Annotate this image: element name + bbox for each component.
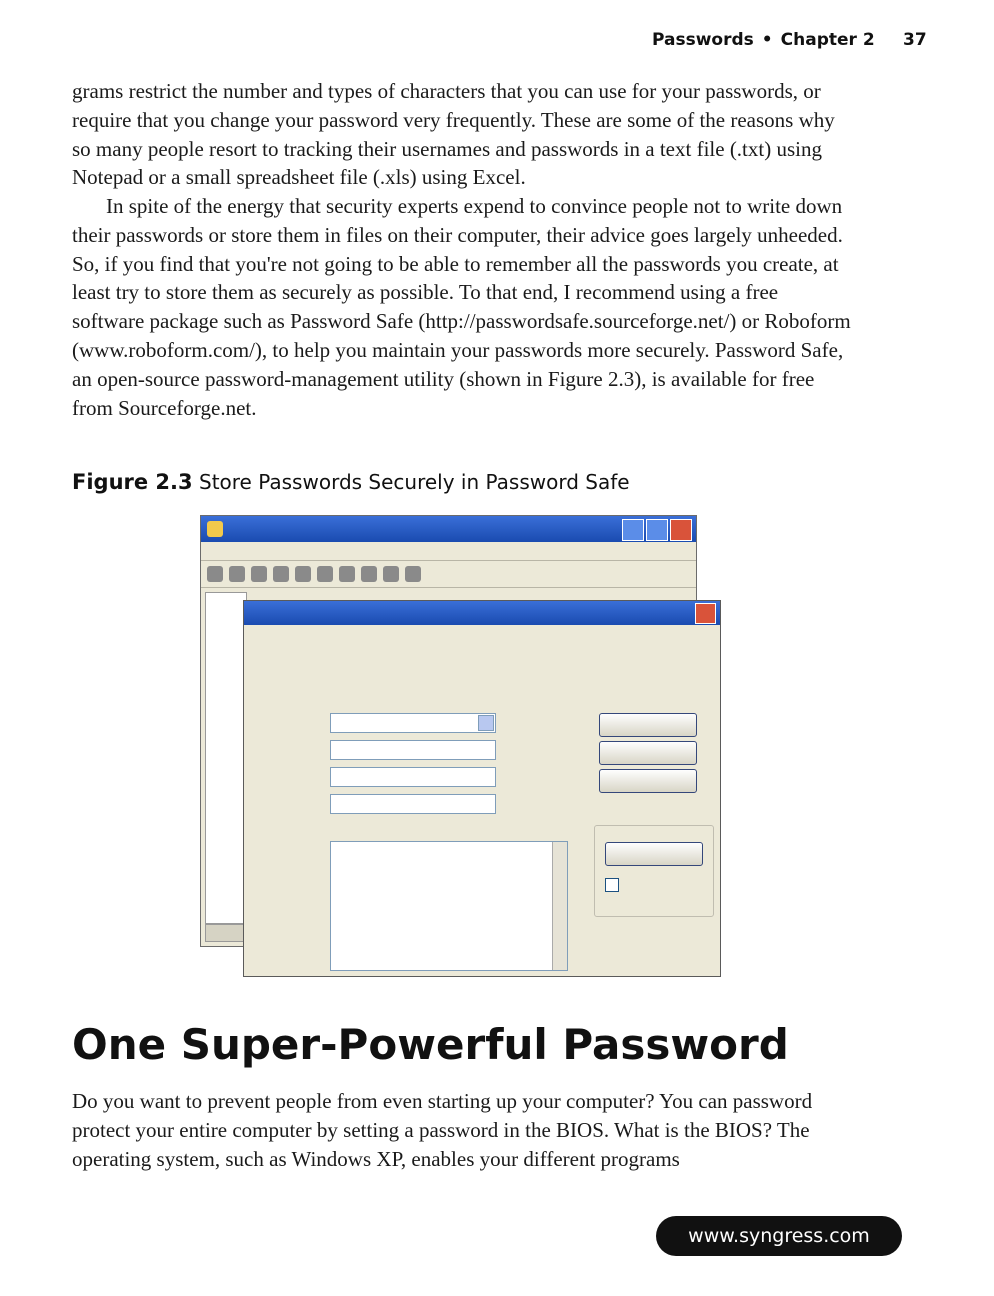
add-entry-dialog xyxy=(243,600,721,977)
figure-caption-text: Store Passwords Securely in Password Safe xyxy=(199,470,630,494)
group-combo xyxy=(330,713,496,733)
body-paragraph-1 xyxy=(72,77,852,192)
generate-button xyxy=(605,842,703,866)
username-field xyxy=(330,767,496,787)
paragraph-text: grams restrict the number and types of characters that you can use for your passwords, or require that you change your password very frequently. These are some of the reasons why so many people resort to tracking their usernames and passwords in a text file (.txt) using Notepad or a small spreadsheet file (.xls) using Excel. xyxy=(72,79,835,190)
toolbar-icon xyxy=(295,566,311,582)
chevron-down-icon xyxy=(478,715,494,731)
running-header xyxy=(0,30,994,56)
close-icon xyxy=(670,519,692,541)
help-button xyxy=(599,769,697,793)
toolbar-icon xyxy=(361,566,377,582)
footer-url-badge: www.syngress.com xyxy=(656,1216,902,1256)
paragraph-text: Do you want to prevent people from even starting up your computer? You can password protect your entire computer by setting a password in the BIOS. What is the BIOS? The operating system, such as Windows XP, enables your different programs xyxy=(72,1089,813,1171)
toolbar-icon xyxy=(405,566,421,582)
toolbar-icon xyxy=(339,566,355,582)
figure-screenshot xyxy=(200,515,725,980)
title-field xyxy=(330,740,496,760)
override-policy-checkbox xyxy=(605,878,619,892)
status-bar xyxy=(205,924,247,942)
cancel-button xyxy=(599,741,697,765)
section-heading: One Super-Powerful Password xyxy=(72,1020,789,1069)
random-password-group xyxy=(594,825,714,917)
notes-field xyxy=(330,841,568,971)
toolbar xyxy=(201,560,696,588)
body-paragraph-3 xyxy=(72,1087,852,1173)
dialog-titlebar xyxy=(244,601,720,625)
scrollbar xyxy=(552,842,567,970)
figure-label: Figure 2.3 xyxy=(72,470,193,494)
entry-list-pane xyxy=(205,592,247,924)
close-icon xyxy=(695,603,716,624)
body-paragraph-2 xyxy=(72,192,852,422)
page-number: 37 xyxy=(903,30,927,50)
toolbar-icon xyxy=(273,566,289,582)
minimize-icon xyxy=(622,519,644,541)
toolbar-icon xyxy=(317,566,333,582)
paragraph-text: In spite of the energy that security experts expend to convince people not to write down their passwords or store them in files on their computer, their advice goes largely unheeded. So, if you find that you're not going to be able to remember all the passwords you create, at least try to store them as securely as possible. To that end, I recommend using a free software package such as Password Safe (http://passwordsafe.sourceforge.net/) or Roboform (www.roboform.com/), to help you maintain your passwords more securely. Password Safe, an open-source password-management utility (shown in Figure 2.3), is available for free from Sourceforge.net. xyxy=(72,194,851,420)
toolbar-icon xyxy=(229,566,245,582)
running-title: Passwords • Chapter 2 xyxy=(652,30,875,50)
menu-bar xyxy=(201,542,696,560)
window-titlebar xyxy=(201,516,696,542)
window-controls xyxy=(622,519,692,541)
ok-button xyxy=(599,713,697,737)
figure-caption xyxy=(72,470,630,494)
password-field xyxy=(330,794,496,814)
app-logo-icon xyxy=(207,521,223,537)
toolbar-icon xyxy=(251,566,267,582)
maximize-icon xyxy=(646,519,668,541)
toolbar-icon xyxy=(383,566,399,582)
toolbar-icon xyxy=(207,566,223,582)
